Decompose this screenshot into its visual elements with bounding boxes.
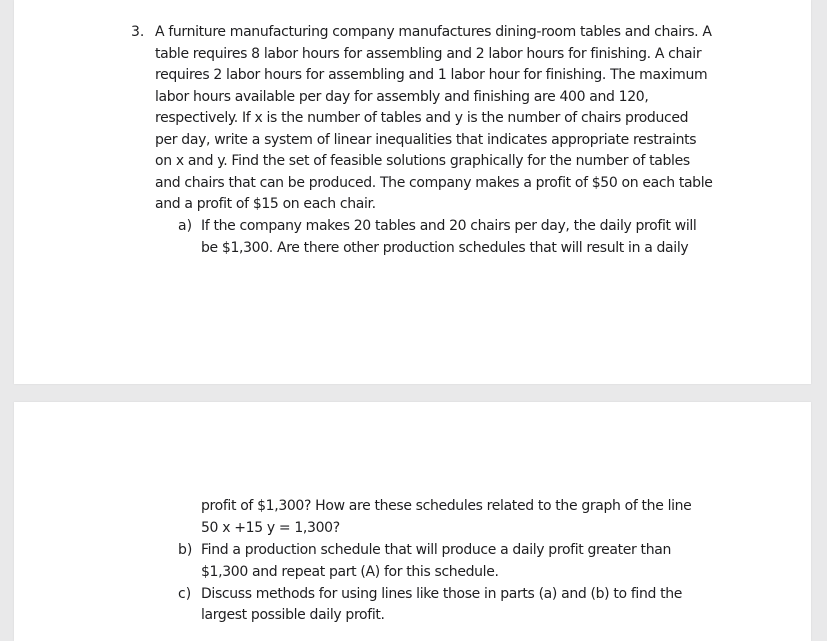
stem-line: per day, write a system of linear inequalities that indicates appropriate restraints (155, 132, 697, 148)
part-b-line: Find a production schedule that will produce a daily profit greater than (201, 542, 671, 558)
stem-line: table requires 8 labor hours for assembling and 2 labor hours for finishing. A chair (155, 46, 702, 62)
document-page-2 (14, 402, 811, 641)
question-number: 3. (131, 24, 145, 40)
stem-line: A furniture manufacturing company manufactures dining-room tables and chairs. A (155, 24, 712, 40)
part-a-label: a) (178, 218, 193, 234)
part-a-line: 50 x +15 y = 1,300? (201, 520, 340, 536)
stem-line: requires 2 labor hours for assembling and 1 labor hour for finishing. The maximum (155, 67, 708, 83)
stem-line: labor hours available per day for assembly and finishing are 400 and 120, (155, 89, 649, 105)
part-c-line: Discuss methods for using lines like those in parts (a) and (b) to find the (201, 586, 683, 602)
part-b-line: $1,300 and repeat part (A) for this schedule. (201, 564, 499, 580)
stem-line: and a profit of $15 on each chair. (155, 196, 376, 212)
part-a-line: be $1,300. Are there other production schedules that will result in a daily (201, 240, 689, 256)
part-c-line: largest possible daily profit. (201, 607, 385, 623)
part-b-label: b) (178, 542, 193, 558)
part-c-label: c) (178, 586, 192, 602)
part-a-line: If the company makes 20 tables and 20 chairs per day, the daily profit will (201, 218, 697, 234)
stem-line: on x and y. Find the set of feasible solutions graphically for the number of tables (155, 153, 690, 169)
stem-line: respectively. If x is the number of tables and y is the number of chairs produced (155, 110, 689, 126)
part-a-line: profit of $1,300? How are these schedules related to the graph of the line (201, 498, 692, 514)
document-page-1 (14, 0, 811, 384)
stem-line: and chairs that can be produced. The company makes a profit of $50 on each table (155, 175, 713, 191)
